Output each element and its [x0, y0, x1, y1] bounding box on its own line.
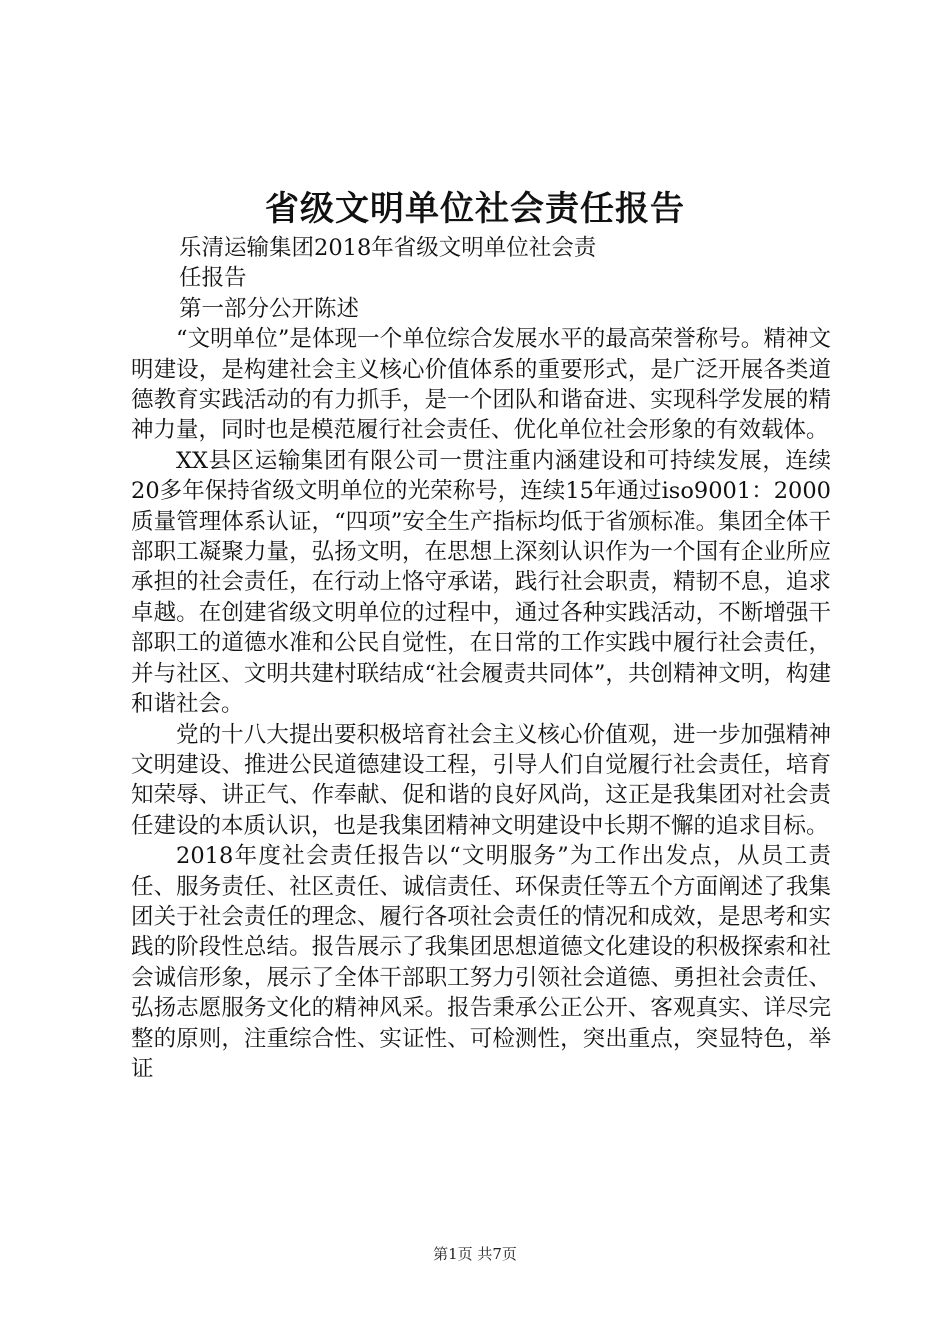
subtitle-line-2: 任报告 [179, 265, 247, 292]
document-title: 省级文明单位社会责任报告 [265, 189, 685, 229]
section-heading: 第一部分公开陈述 [179, 295, 360, 322]
page-footer: 第1页 共7页 [433, 1245, 517, 1263]
paragraph-2: XX县区运输集团有限公司一贯注重内涵建设和可持续发展，连续20多年保持省级文明单位的光荣称号，连续15年通过iso9001：2000质量管理体系认证，“四项”安全生产指标均低于省颁标准。集团全体干部职工凝聚力量，弘扬文明，在思想上深刻认识作为一个国有企业所应承担的社会责任，在行动上恪守承诺，践行社会职责，精韧不息，追求卓越。在创建省级文明单位的过程中，通过各种实践活动，不断增强干部职工的道德水准和公民自觉性，在日常的工作实践中履行社会责任，并与社区、文明共建村联结成“社会履责共同体”，共创精神文明，构建和谐社会。 [131, 447, 831, 718]
paragraph-4: 2018年度社会责任报告以“文明服务”为工作出发点，从员工责任、服务责任、社区责任、诚信责任、环保责任等五个方面阐述了我集团关于社会责任的理念、履行各项社会责任的情况和成效，是思考和实践的阶段性总结。报告展示了我集团思想道德文化建设的积极探索和社会诚信形象，展示了全体干部职工努力引领社会道德、勇担社会责任、弘扬志愿服务文化的精神风采。报告秉承公正公开、客观真实、详尽完整的原则，注重综合性、实证性、可检测性，突出重点，突显特色，举证 [131, 843, 831, 1082]
paragraph-1: “文明单位”是体现一个单位综合发展水平的最高荣誉称号。精神文明建设，是构建社会主义核心价值体系的重要形式，是广泛开展各类道德教育实践活动的有力抓手，是一个团队和谐奋进、实现科学发展的精神力量，同时也是模范履行社会责任、优化单位社会形象的有效载体。 [131, 326, 831, 444]
paragraph-3: 党的十八大提出要积极培育社会主义核心价值观，进一步加强精神文明建设、推进公民道德建设工程，引导人们自觉履行社会责任，培育知荣辱、讲正气、作奉献、促和谐的良好风尚，这正是我集团对社会责任建设的本质认识，也是我集团精神文明建设中长期不懈的追求目标。 [131, 721, 831, 839]
document-body [131, 233, 831, 1084]
subtitle-line-1: 乐清运输集团2018年省级文明单位社会责 [179, 235, 597, 261]
